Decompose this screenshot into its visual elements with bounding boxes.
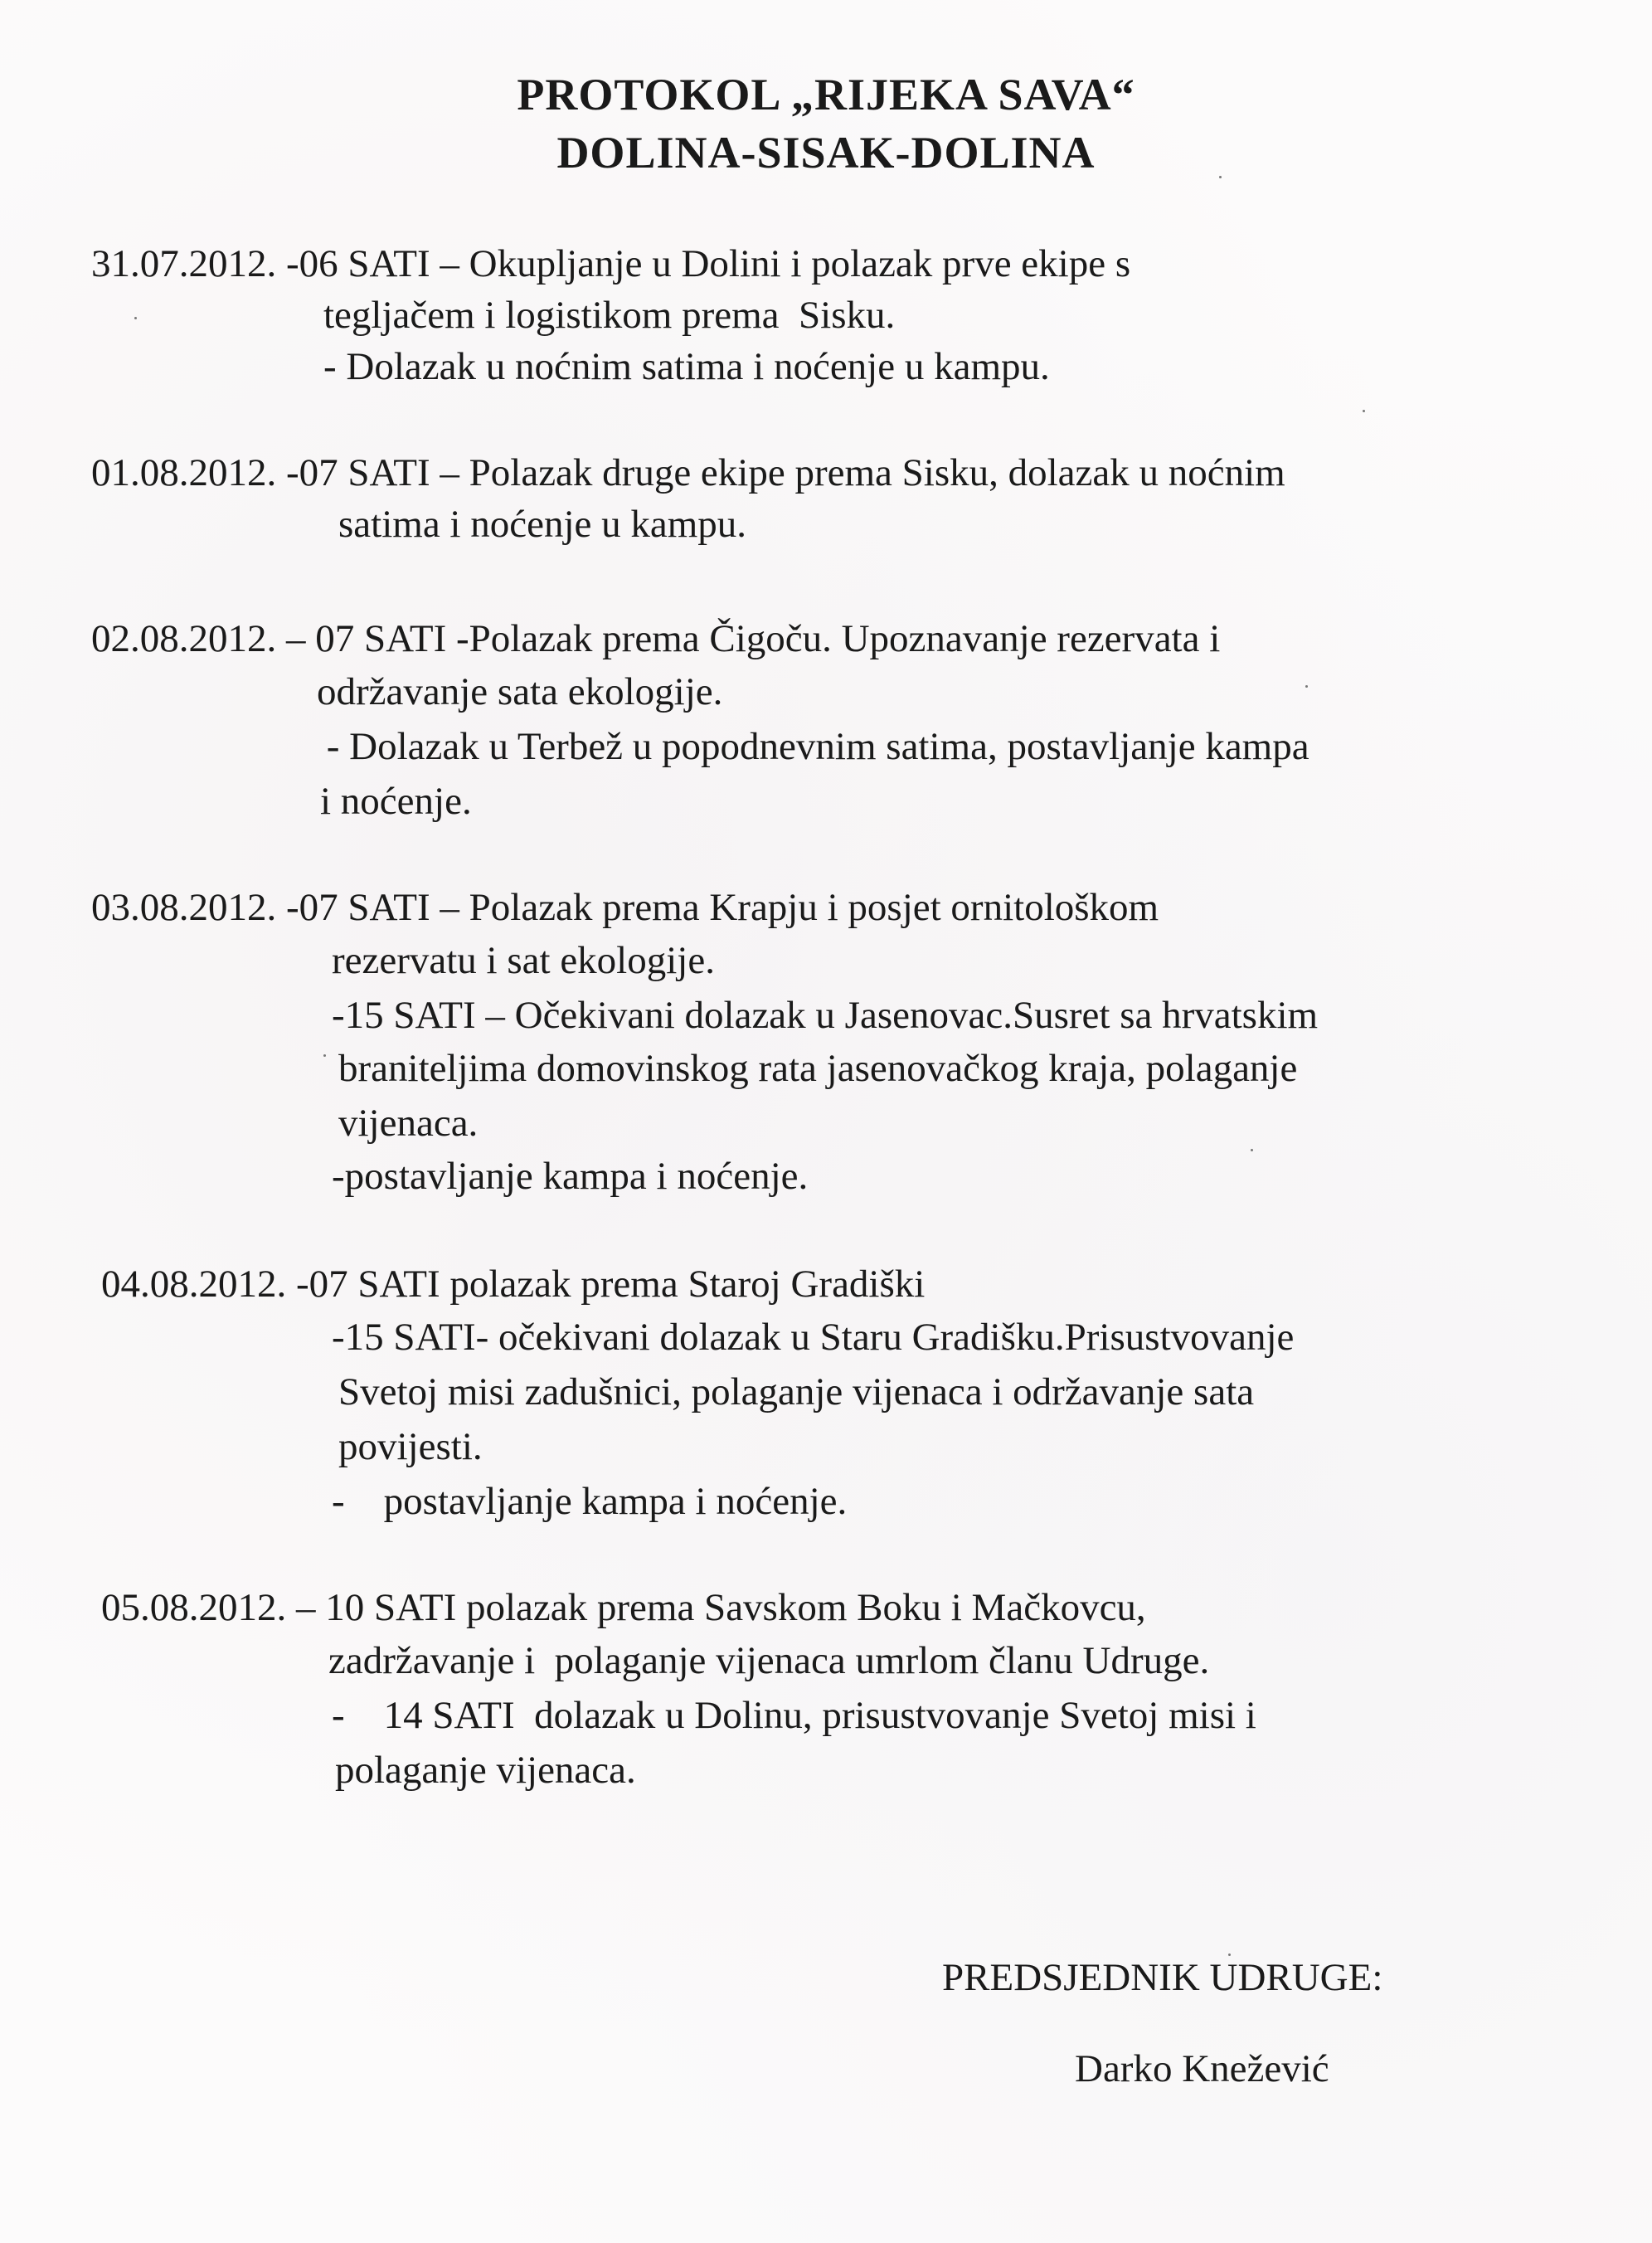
scan-speck (1228, 1954, 1231, 1956)
signature-name: Darko Knežević (1075, 2047, 1329, 2090)
entry-line: satima i noćenje u kampu. (338, 503, 747, 546)
entry-line: i noćenje. (320, 780, 472, 823)
entry-line: 01.08.2012. -07 SATI – Polazak druge ekipe prema Sisku, dolazak u noćnim (91, 451, 1285, 494)
entry-line: vijenaca. (338, 1102, 479, 1145)
entry-line: Svetoj misi zadušnici, polaganje vijenaca i održavanje sata (338, 1370, 1255, 1413)
scan-speck (1305, 685, 1308, 688)
entry-line: rezervatu i sat ekologije. (332, 939, 715, 982)
scan-speck (323, 1054, 326, 1057)
entry-line: održavanje sata ekologije. (317, 670, 723, 713)
entry-line: - Dolazak u noćnim satima i noćenje u kampu. (323, 345, 1050, 388)
signature-title: PREDSJEDNIK UDRUGE: (942, 1956, 1383, 1999)
entry-line: 31.07.2012. -06 SATI – Okupljanje u Dolini i polazak prve ekipe s (91, 242, 1131, 285)
entry-line: -15 SATI – Očekivani dolazak u Jasenovac.Susret sa hrvatskim (332, 994, 1319, 1037)
document-subtitle: DOLINA-SISAK-DOLINA (556, 128, 1096, 178)
scan-speck (1363, 410, 1365, 412)
entry-line: povijesti. (338, 1425, 483, 1468)
entry-line: - postavljanje kampa i noćenje. (332, 1480, 848, 1523)
entry-line: -postavljanje kampa i noćenje. (332, 1155, 809, 1198)
scan-speck (134, 317, 137, 319)
entry-line: -15 SATI- očekivani dolazak u Staru Gradišku.Prisustvovanje (332, 1316, 1295, 1359)
entry-line: 02.08.2012. – 07 SATI -Polazak prema Čigoču. Upoznavanje rezervata i (91, 617, 1221, 660)
entry-line: tegljačem i logistikom prema Sisku. (323, 294, 896, 337)
entry-line: zadržavanje i polaganje vijenaca umrlom članu Udruge. (328, 1639, 1210, 1682)
entry-line: polaganje vijenaca. (335, 1749, 636, 1792)
scan-speck (1219, 176, 1222, 178)
entry-line: braniteljima domovinskog rata jasenovačkog kraja, polaganje (338, 1047, 1298, 1090)
entry-line: 05.08.2012. – 10 SATI polazak prema Savskom Boku i Mačkovcu, (101, 1586, 1146, 1629)
entry-line: - Dolazak u Terbež u popodnevnim satima, postavljanje kampa (317, 725, 1309, 768)
entry-line: 03.08.2012. -07 SATI – Polazak prema Krapju i posjet ornitološkom (91, 886, 1159, 929)
entry-line: 04.08.2012. -07 SATI polazak prema Staroj Gradiški (101, 1263, 926, 1306)
document-title: PROTOKOL „RIJEKA SAVA“ (517, 70, 1135, 119)
entry-line: - 14 SATI dolazak u Dolinu, prisustvovanje Svetoj misi i (332, 1694, 1256, 1737)
scan-speck (1251, 1149, 1253, 1151)
